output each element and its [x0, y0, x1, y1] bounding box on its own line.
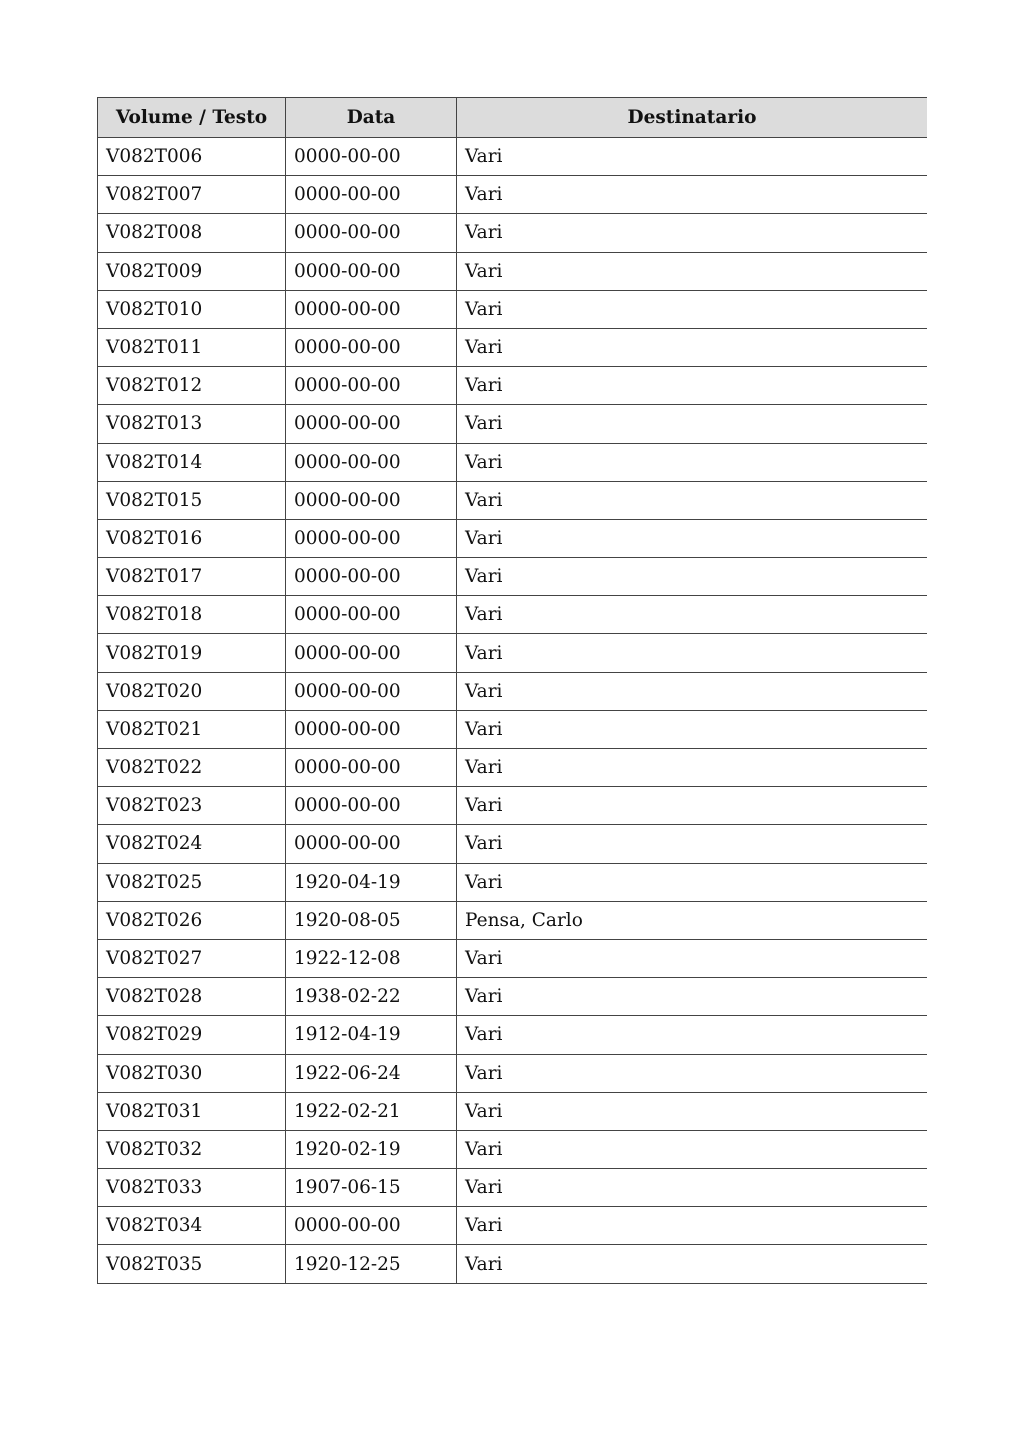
- table-row: [98, 1016, 928, 1054]
- volume-testo-cell: V082T016: [98, 519, 286, 557]
- destinatario-cell: Vari: [457, 481, 928, 519]
- table-row: [98, 138, 928, 176]
- destinatario-cell: Vari: [457, 367, 928, 405]
- destinatario-cell: Vari: [457, 138, 928, 176]
- destinatario-cell: Vari: [457, 1054, 928, 1092]
- volume-testo-cell: V082T011: [98, 328, 286, 366]
- table-row: [98, 481, 928, 519]
- destinatario-cell: Vari: [457, 978, 928, 1016]
- table-row: [98, 710, 928, 748]
- volume-testo-cell: V082T012: [98, 367, 286, 405]
- volume-testo-cell: V082T021: [98, 710, 286, 748]
- destinatario-cell: Vari: [457, 1245, 928, 1283]
- volume-testo-cell: V082T014: [98, 443, 286, 481]
- data-cell: 1920-02-19: [286, 1130, 457, 1168]
- destinatario-cell: Vari: [457, 176, 928, 214]
- volume-testo-cell: V082T018: [98, 596, 286, 634]
- data-cell: 0000-00-00: [286, 519, 457, 557]
- table-row: [98, 1169, 928, 1207]
- volume-testo-cell: V082T023: [98, 787, 286, 825]
- data-cell: 0000-00-00: [286, 749, 457, 787]
- volume-testo-cell: V082T031: [98, 1092, 286, 1130]
- column-header-data: Data: [286, 98, 457, 138]
- data-cell: 0000-00-00: [286, 1207, 457, 1245]
- data-cell: 0000-00-00: [286, 825, 457, 863]
- volume-testo-cell: V082T033: [98, 1169, 286, 1207]
- destinatario-cell: Vari: [457, 1130, 928, 1168]
- data-cell: 1920-08-05: [286, 901, 457, 939]
- destinatario-cell: Vari: [457, 825, 928, 863]
- table-row: [98, 634, 928, 672]
- data-cell: 0000-00-00: [286, 672, 457, 710]
- destinatario-cell: Vari: [457, 863, 928, 901]
- volume-testo-cell: V082T013: [98, 405, 286, 443]
- data-cell: 1907-06-15: [286, 1169, 457, 1207]
- table-row: [98, 1245, 928, 1283]
- table-row: [98, 939, 928, 977]
- volume-testo-cell: V082T027: [98, 939, 286, 977]
- table-row: [98, 519, 928, 557]
- data-cell: 0000-00-00: [286, 634, 457, 672]
- data-cell: 0000-00-00: [286, 710, 457, 748]
- data-cell: 1922-02-21: [286, 1092, 457, 1130]
- volume-testo-cell: V082T032: [98, 1130, 286, 1168]
- volume-testo-cell: V082T028: [98, 978, 286, 1016]
- data-cell: 1922-12-08: [286, 939, 457, 977]
- destinatario-cell: Vari: [457, 939, 928, 977]
- data-cell: 1938-02-22: [286, 978, 457, 1016]
- data-cell: 1922-06-24: [286, 1054, 457, 1092]
- table-row: [98, 1054, 928, 1092]
- destinatario-cell: Vari: [457, 443, 928, 481]
- volume-testo-cell: V082T009: [98, 252, 286, 290]
- table-row: [98, 558, 928, 596]
- destinatario-cell: Vari: [457, 214, 928, 252]
- table-row: [98, 787, 928, 825]
- data-cell: 0000-00-00: [286, 290, 457, 328]
- table-row: [98, 443, 928, 481]
- table-row: [98, 978, 928, 1016]
- data-cell: 0000-00-00: [286, 367, 457, 405]
- table-row: [98, 214, 928, 252]
- table-row: [98, 749, 928, 787]
- table-row: [98, 901, 928, 939]
- destinatario-cell: Vari: [457, 634, 928, 672]
- volume-testo-cell: V082T034: [98, 1207, 286, 1245]
- table-row: [98, 825, 928, 863]
- data-cell: 1912-04-19: [286, 1016, 457, 1054]
- table-row: [98, 328, 928, 366]
- destinatario-cell: Vari: [457, 519, 928, 557]
- table-row: [98, 863, 928, 901]
- data-cell: 0000-00-00: [286, 481, 457, 519]
- volume-testo-cell: V082T024: [98, 825, 286, 863]
- volume-testo-cell: V082T019: [98, 634, 286, 672]
- data-cell: 0000-00-00: [286, 405, 457, 443]
- volume-testo-cell: V082T006: [98, 138, 286, 176]
- data-cell: 0000-00-00: [286, 176, 457, 214]
- table-header-row: [98, 98, 928, 138]
- destinatario-cell: Vari: [457, 1207, 928, 1245]
- table-row: [98, 672, 928, 710]
- volume-testo-cell: V082T025: [98, 863, 286, 901]
- destinatario-cell: Vari: [457, 1169, 928, 1207]
- destinatario-cell: Vari: [457, 328, 928, 366]
- table-row: [98, 252, 928, 290]
- destinatario-cell: Vari: [457, 290, 928, 328]
- data-cell: 1920-04-19: [286, 863, 457, 901]
- data-cell: 0000-00-00: [286, 787, 457, 825]
- destinatario-cell: Vari: [457, 749, 928, 787]
- destinatario-cell: Pensa, Carlo: [457, 901, 928, 939]
- table-row: [98, 596, 928, 634]
- data-cell: 0000-00-00: [286, 443, 457, 481]
- destinatario-cell: Vari: [457, 252, 928, 290]
- table-row: [98, 367, 928, 405]
- table-row: [98, 405, 928, 443]
- volume-testo-cell: V082T017: [98, 558, 286, 596]
- volume-testo-cell: V082T030: [98, 1054, 286, 1092]
- volume-testo-cell: V082T035: [98, 1245, 286, 1283]
- volume-testo-cell: V082T008: [98, 214, 286, 252]
- destinatario-cell: Vari: [457, 710, 928, 748]
- table-row: [98, 1207, 928, 1245]
- volume-testo-cell: V082T007: [98, 176, 286, 214]
- records-table: [97, 97, 927, 1284]
- data-cell: 0000-00-00: [286, 596, 457, 634]
- table-row: [98, 176, 928, 214]
- table-row: [98, 1130, 928, 1168]
- data-cell: 0000-00-00: [286, 558, 457, 596]
- data-cell: 0000-00-00: [286, 138, 457, 176]
- destinatario-cell: Vari: [457, 405, 928, 443]
- volume-testo-cell: V082T029: [98, 1016, 286, 1054]
- destinatario-cell: Vari: [457, 558, 928, 596]
- table-row: [98, 1092, 928, 1130]
- destinatario-cell: Vari: [457, 1016, 928, 1054]
- table-container: [97, 97, 927, 1312]
- volume-testo-cell: V082T020: [98, 672, 286, 710]
- volume-testo-cell: V082T022: [98, 749, 286, 787]
- destinatario-cell: Vari: [457, 672, 928, 710]
- column-header-volume-testo: Volume / Testo: [98, 98, 286, 138]
- table-row: [98, 290, 928, 328]
- destinatario-cell: Vari: [457, 596, 928, 634]
- column-header-destinatario: Destinatario: [457, 98, 928, 138]
- data-cell: 0000-00-00: [286, 214, 457, 252]
- volume-testo-cell: V082T026: [98, 901, 286, 939]
- volume-testo-cell: V082T010: [98, 290, 286, 328]
- data-cell: 0000-00-00: [286, 328, 457, 366]
- destinatario-cell: Vari: [457, 787, 928, 825]
- table-body: [98, 138, 928, 1284]
- data-cell: 1920-12-25: [286, 1245, 457, 1283]
- destinatario-cell: Vari: [457, 1092, 928, 1130]
- data-cell: 0000-00-00: [286, 252, 457, 290]
- volume-testo-cell: V082T015: [98, 481, 286, 519]
